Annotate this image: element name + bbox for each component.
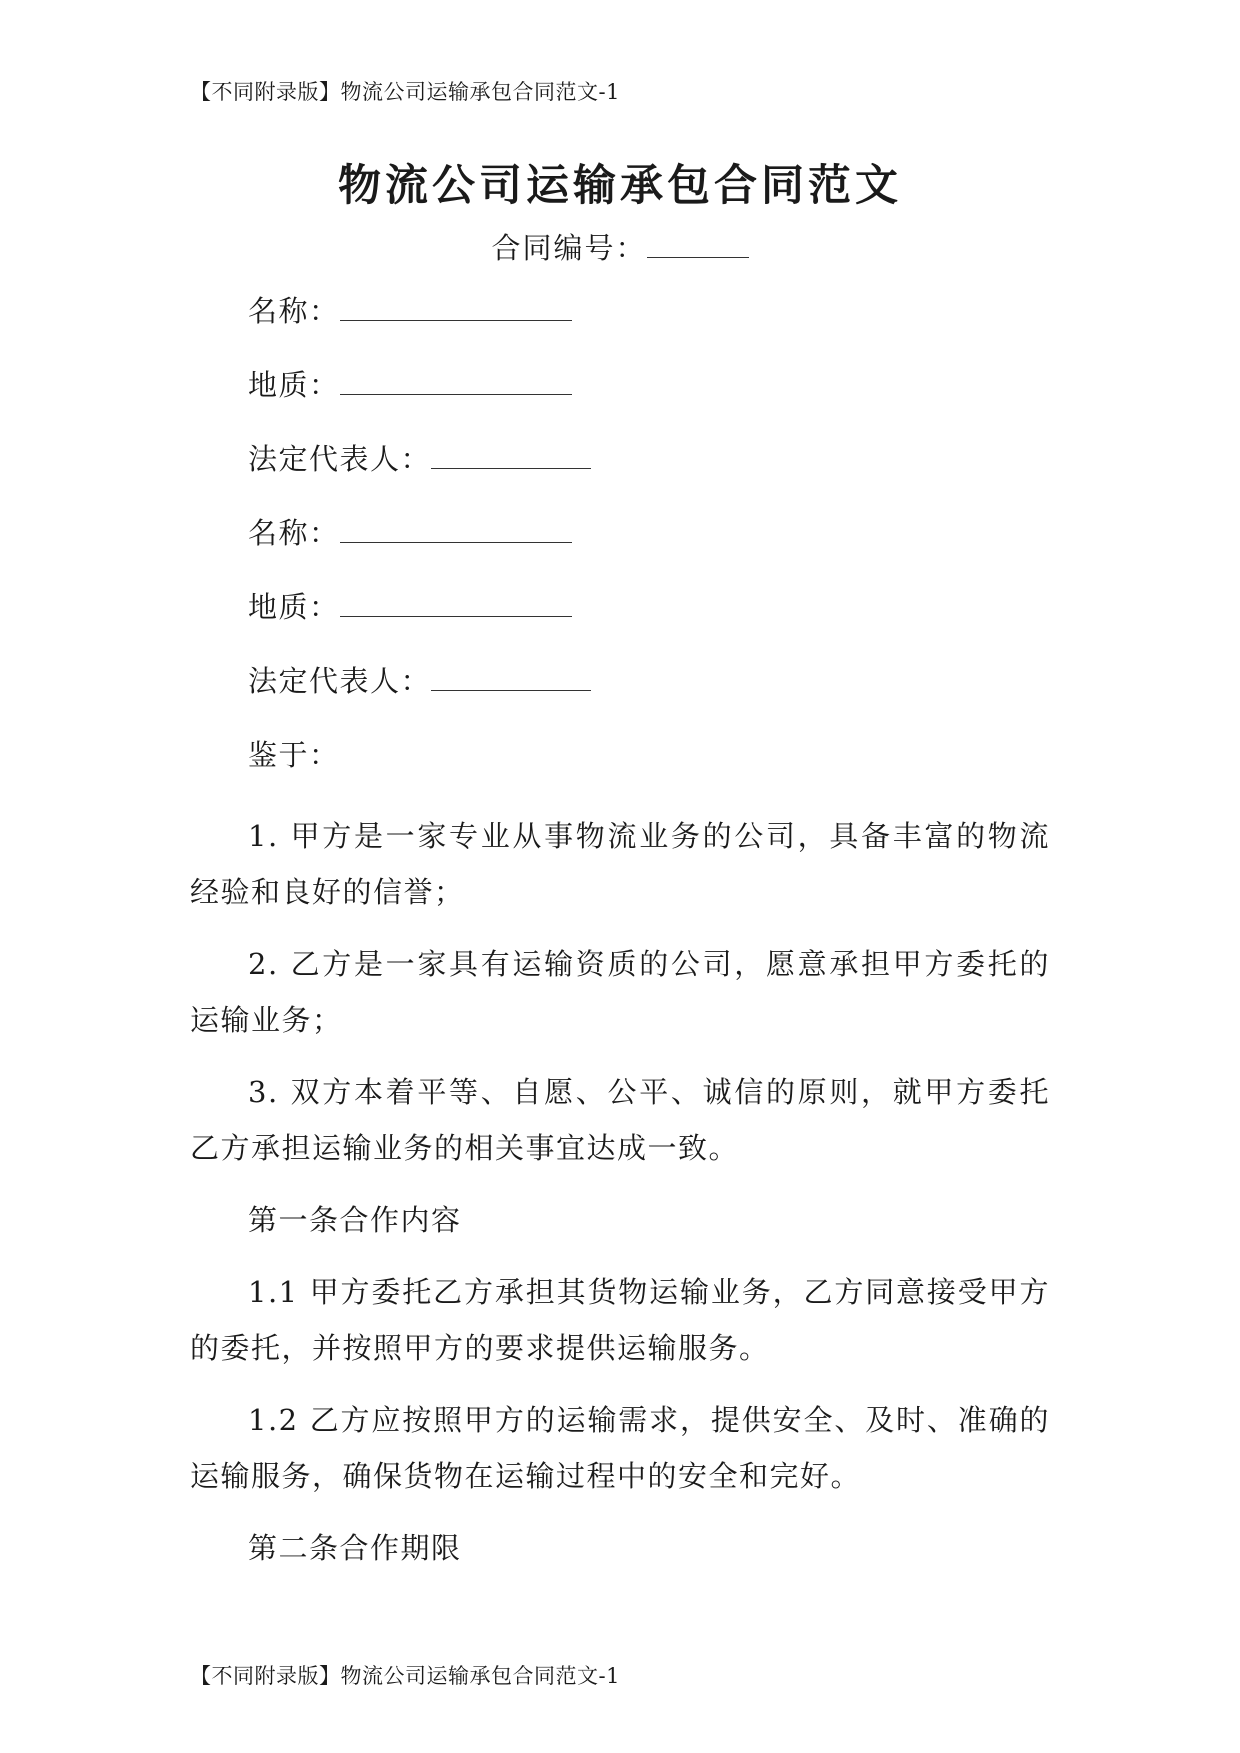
- party-a-rep-field: [190, 440, 1050, 514]
- party-b-rep-blank: [431, 664, 591, 691]
- recital-2: 2. 乙方是一家具有运输资质的公司，愿意承担甲方委托的运输业务；: [190, 947, 1050, 1037]
- party-b-address-label: 地质：: [248, 590, 340, 624]
- contract-number-line: [0, 226, 1240, 267]
- document-title: 物流公司运输承包合同范文: [338, 161, 902, 211]
- party-b-rep-label: 法定代表人：: [248, 664, 432, 698]
- page-header: 【不同附录版】物流公司运输承包合同范文-1: [190, 80, 620, 104]
- party-b-rep-field: [190, 662, 1050, 736]
- party-a-address-blank: [340, 368, 572, 395]
- party-a-name-field: [190, 292, 1050, 366]
- whereas-heading: 鉴于：: [248, 738, 340, 772]
- party-a-address-label: 地质：: [248, 368, 340, 402]
- party-b-name-blank: [340, 516, 572, 543]
- clause-1-1: 1.1 甲方委托乙方承担其货物运输业务，乙方同意接受甲方的委托，并按照甲方的要求提供运输服务。: [190, 1275, 1050, 1365]
- article-1-heading: 第一条合作内容: [248, 1203, 462, 1237]
- party-b-address-field: [190, 588, 1050, 662]
- contract-number-label: 合同编号：: [491, 231, 647, 265]
- clause-1-2: 1.2 乙方应按照甲方的运输需求，提供安全、及时、准确的运输服务，确保货物在运输过程中的安全和完好。: [190, 1403, 1050, 1493]
- recital-1: 1. 甲方是一家专业从事物流业务的公司，具备丰富的物流经验和良好的信誉；: [190, 819, 1050, 909]
- party-b-name-label: 名称：: [248, 516, 340, 550]
- document-body: [190, 292, 1050, 1592]
- party-a-rep-blank: [431, 442, 591, 469]
- party-a-address-field: [190, 366, 1050, 440]
- party-a-name-blank: [340, 294, 572, 321]
- contract-number-blank: [647, 231, 749, 258]
- page-footer: 【不同附录版】物流公司运输承包合同范文-1: [190, 1664, 620, 1688]
- party-a-rep-label: 法定代表人：: [248, 442, 432, 476]
- party-a-name-label: 名称：: [248, 294, 340, 328]
- party-b-name-field: [190, 514, 1050, 588]
- recital-3: 3. 双方本着平等、自愿、公平、诚信的原则，就甲方委托乙方承担运输业务的相关事宜达成一致。: [190, 1075, 1050, 1165]
- article-2-heading: 第二条合作期限: [248, 1531, 462, 1565]
- party-b-address-blank: [340, 590, 572, 617]
